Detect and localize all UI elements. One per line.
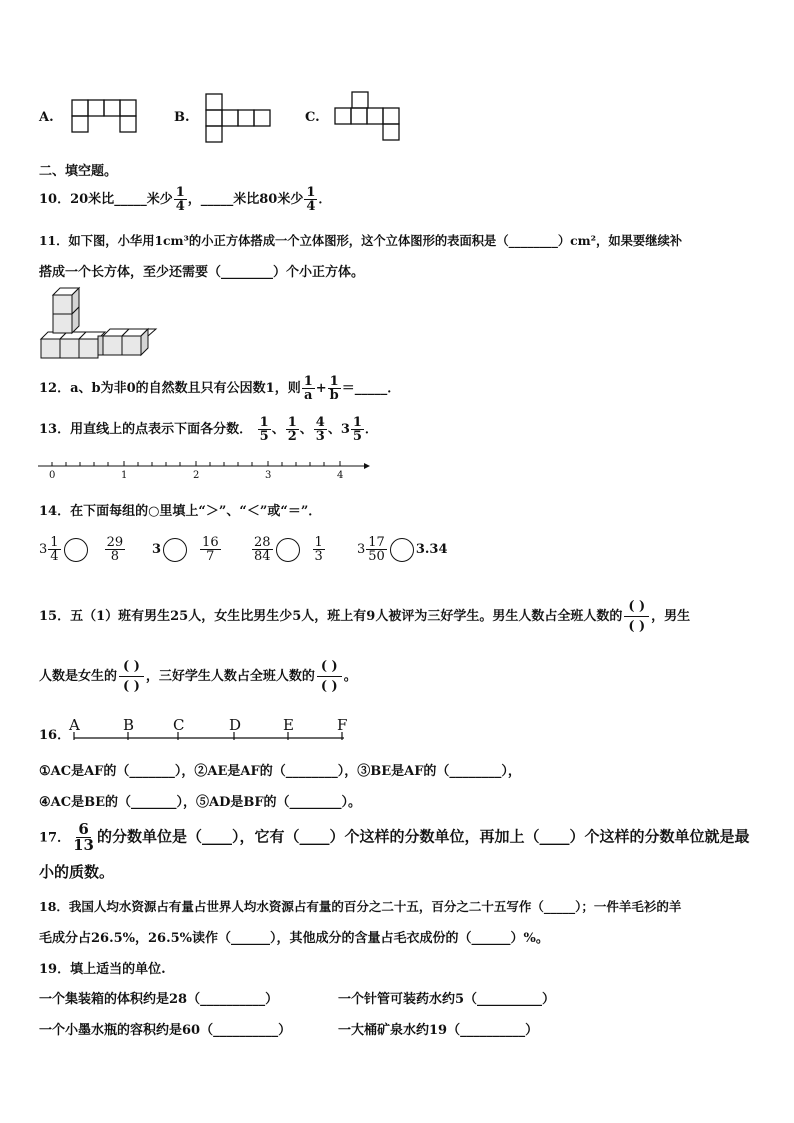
segment-af [72, 732, 348, 744]
net-figure-a [72, 100, 138, 134]
answer-blank[interactable]: ( ) ( ) [624, 599, 649, 634]
question-10: 10．20米比_____米少 $\frac{1}{4}$ ，_____米比80米少 $\frac{1}{4}$ ． [39, 185, 332, 214]
question-15-line2: 人数是女生的 ( ) ( ) ，三好学生人数占全班人数的 ( ) ( ) 。 [39, 659, 357, 694]
tick-label-1: 1 [121, 470, 128, 481]
point-label-c: C [173, 716, 185, 734]
question-17-line2: 小的质数。 [39, 863, 115, 881]
compare-circle-4[interactable] [390, 538, 414, 562]
compare-group-4: 3 $\frac{17}{50}$ 3.34 [357, 535, 448, 564]
point-label-f: F [337, 716, 348, 734]
unit-item-2: 一个针管可装药水约5（__________） [338, 992, 556, 1007]
point-label-b: B [123, 716, 135, 734]
compare-circle-3[interactable] [276, 538, 300, 562]
compare-group-3: $\frac{28}{84}$ $\frac{1}{3}$ [254, 535, 323, 564]
section-title: 二、填空题。 [39, 164, 118, 179]
net-figure-b [206, 94, 272, 144]
answer-blank[interactable]: ( ) ( ) [119, 659, 144, 694]
answer-blank[interactable]: ( ) ( ) [317, 659, 342, 694]
compare-circle-1[interactable] [64, 538, 88, 562]
question-16-line1: ①AC是AF的（_______），②AE是AF的（________），③BE是AF的（________）， [39, 764, 521, 779]
unit-item-3: 一个小墨水瓶的容积约是60（__________） [39, 1023, 292, 1038]
question-15-line1: 15．五（1）班有男生25人，女生比男生少5人，班上有9人被评为三好学生。男生人数占全班人数的 ( ) ( ) ，男生 [39, 599, 691, 634]
question-19-title: 19．填上适当的单位. [39, 962, 166, 977]
compare-circle-2[interactable] [163, 538, 187, 562]
question-18-line1: 18．我国人均水资源占有量占世界人均水资源占有量的百分之二十五，百分之二十五写作（_____）；一件羊毛衫的羊 [39, 899, 682, 914]
tick-label-4: 4 [337, 470, 344, 481]
cube-stack-figure [40, 292, 160, 360]
option-b-label: B. [174, 110, 190, 125]
compare-group-2: 3 $\frac{16}{7}$ [152, 535, 219, 564]
tick-label-0: 0 [49, 470, 56, 481]
question-14: 14．在下面每组的○里填上“＞”、“＜”或“＝”． [39, 504, 322, 519]
net-figure-c [335, 92, 405, 142]
tick-label-3: 3 [265, 470, 272, 481]
question-16-number: 16． [39, 728, 71, 743]
question-18-line2: 毛成分占26.5%，26.5%读作（______），其他成分的含量占毛衣成份的（______）%。 [39, 931, 549, 946]
question-11-line1: 11．如下图，小华用1cm³的小正方体搭成一个立体图形，这个立体图形的表面积是（________）cm²，如果要继续补 [39, 233, 683, 248]
question-13: 13．用直线上的点表示下面各分数． $\frac{1}{5}$ 、 $\frac{1}{2}$ 、 $\frac{4}{3}$ 、3 $\frac{1}{5}$ ． [39, 415, 378, 444]
unit-item-4: 一大桶矿泉水约19（__________） [338, 1023, 539, 1038]
question-16-line2: ④AC是BE的（_______），⑤AD是BF的（________）。 [39, 795, 362, 810]
point-label-e: E [283, 716, 294, 734]
point-label-a: A [69, 716, 80, 734]
question-12: 12．a、b为非0的自然数且只有公因数1，则 $\frac{1}{a}$ + $\frac{1}{b}$ ＝_____． [39, 374, 401, 403]
point-label-d: D [229, 716, 242, 734]
tick-label-2: 2 [193, 470, 200, 481]
compare-group-1: 3 $\frac{1}{4}$ $\frac{29}{8}$ [39, 535, 124, 564]
question-11-line2: 搭成一个长方体，至少还需要（________）个小正方体。 [39, 265, 365, 280]
unit-item-1: 一个集装箱的体积约是28（__________） [39, 992, 279, 1007]
number-line [38, 460, 368, 482]
question-17-line1: 17． $\frac{6}{13}$ 的分数单位是（____），它有（____）个这样的分数单位，再加上（____）个这样的分数单位就是最 [39, 820, 750, 854]
option-a-label: A. [39, 110, 54, 125]
option-c-label: C. [305, 110, 320, 125]
